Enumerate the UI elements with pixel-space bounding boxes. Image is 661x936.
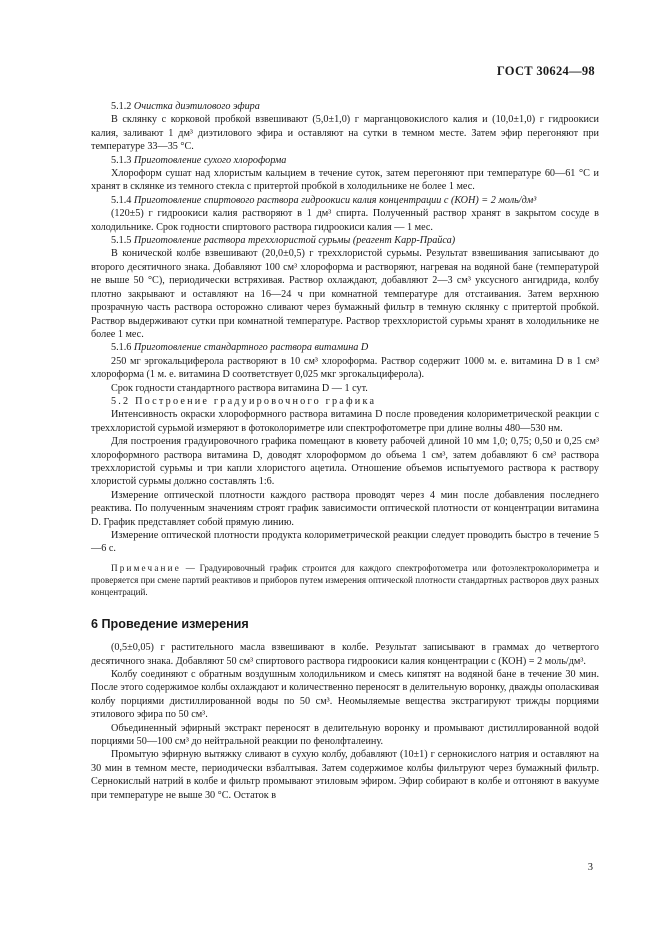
paragraph: 250 мг эргокальциферола растворяют в 10 см³ хлороформа. Раствор содержит 1000 м. е. витамина D в 1 см³ хлороформа (1 м. е. витамина D соответствует 0,025 мкг эргокальциферола). [91, 355, 599, 381]
subsection-title: Приготовление сухого хлороформа [133, 154, 287, 166]
subsection-number: 5.1.2 [111, 101, 132, 112]
subsection-number: 5.1.4 [111, 194, 132, 206]
subsection-heading [91, 154, 599, 167]
paragraph: В склянку с корковой пробкой взвешивают (5,0±1,0) г марганцовокислого калия и (10,0±1,0) г гидроокиси калия, заливают 1 дм³ диэтилового эфира и оставляют на сутки в темном месте. Затем эфир перегоняют при температуре 33—35 °С. [91, 114, 599, 153]
document-header: ГОСТ 30624—98 [496, 64, 595, 78]
paragraph: (120±5) г гидроокиси калия растворяют в 1 дм³ спирта. Полученный раствор хранят в закрытом сосуде в холодильнике. Срок годности спиртового раствора гидроокиси калия — 1 мес. [91, 208, 599, 233]
paragraph: Срок годности стандартного раствора витамина D — 1 сут. [111, 382, 368, 394]
subsection-heading: 5.2 Построение градуировочного графика [111, 395, 377, 407]
document-body [91, 100, 599, 802]
subsection-title: Приготовление спиртового раствора гидроокиси калия концентрации с (КОН) = 2 моль/дм³ [133, 194, 537, 206]
note-label: Примечание [111, 562, 181, 573]
paragraph: В конической колбе взвешивают (20,0±0,5) г треххлористой сурьмы. Результат взвешивания записывают до второго десятичного знака. Добавляют 100 см³ хлороформа и растворяют, нагревая на водяной бане (температурой не выше 50 °С), периодически встряхивая. Раствор охлаждают, добавляют 2—3 см³ уксусного ангидрида, колбу плотно закрывают и оставляют на 16—24 ч при комнатной температуре для отстаивания. Затем верхнюю прозрачную часть раствора осторожно сливают через бумажный фильтр в темную склянку с притертой пробкой. Раствор выдерживают сутки при комнатной температуре. Раствор треххлористой сурьмы хранят в холодильнике не более 1 мес. [91, 248, 599, 340]
note [91, 562, 599, 598]
subsection-number: 5.1.6 [111, 342, 132, 354]
paragraph: Хлороформ сушат над хлористым кальцием в течение суток, затем перегоняют при температуре 60—61 °С и хранят в склянке из темного стекла с притертой пробкой в холодильнике не более 1 мес. [91, 168, 599, 193]
subsection-heading [91, 341, 599, 354]
paragraph: Измерение оптической плотности продукта колориметрической реакции следует проводить быстро в течение 5—6 с. [91, 530, 599, 555]
page-number: 3 [587, 862, 593, 873]
paragraph: Измерение оптической плотности каждого раствора проводят через 4 мин после добавления последнего реактива. По полученным значениям строят график зависимости оптической плотности от концентрации витамина D. График представляет собой прямую линию. [91, 489, 599, 528]
paragraph: Объединенный эфирный экстракт переносят в делительную воронку и промывают дистиллированной водой порциями 50—100 см³ до нейтральной реакции по фенолфталеину. [91, 722, 599, 748]
section-title: 6 Проведение измерения [91, 616, 249, 631]
subsection-heading [91, 194, 599, 207]
paragraph: Промытую эфирную вытяжку сливают в сухую колбу, добавляют (10±1) г сернокислого натрия и оставляют на 30 мин в темном месте, периодически взбалтывая. Затем содержимое колбы фильтруют через бумажный фильтр. Сернокислый натрий в колбе и фильтр промывают этиловым эфиром. Эфир собирают в колбе и отгоняют в вакууме при температуре не выше 30 °С. Остаток в [91, 749, 599, 801]
note-text: — Градуировочный график строится для каждого спектрофотометра или фотоэлектроколориметра и проверяется при смене партий реактивов и приборов путем измерения оптической плотности стандартных растворов двух разных концентраций. [91, 562, 600, 597]
subsection-number: 5.1.3 [111, 154, 132, 166]
subsection-title: Очистка диэтилового эфира [133, 101, 260, 112]
paragraph: Интенсивность окраски хлороформного раствора витамина D после проведения колориметрической реакции с треххлористой сурьмой измеряют в фотоколориметре или спектрофотометре при длине волны 480—530 нм. [91, 409, 599, 434]
subsection-title: Приготовление раствора треххлористой сурьмы (реагент Карр-Прайса) [133, 235, 456, 247]
paragraph: Для построения градуировочного графика помещают в кювету рабочей длиной 10 мм 1,0; 0,75; 0,50 и 0,25 см³ хлороформного раствора витамина D, доводят хлороформом до объема 1 см³, затем добавляют 6 см³ раствора треххлористой сурьмы и три капли хлористого ацетила. Отношение объемов испытуемого раствора к раствору хлористой сурьмы должно составлять 1:6. [91, 436, 599, 488]
paragraph: Колбу соединяют с обратным воздушным холодильником и смесь кипятят на водяной бане в течение 30 мин. После этого содержимое колбы охлаждают и количественно переносят в делительную воронку, дважды ополаскивая колбу порциями дистиллированной воды по 50 см³. Неомыляемые вещества экстрагируют трижды порциями этилового эфира по 50 см³. [91, 669, 599, 721]
subsection-title: Приготовление стандартного раствора витамина D [133, 342, 369, 354]
subsection-heading [91, 100, 599, 113]
subsection-number: 5.1.5 [111, 235, 132, 247]
subsection-heading [91, 234, 599, 247]
paragraph: (0,5±0,05) г растительного масла взвешивают в колбе. Результат записывают в граммах до четвертого десятичного знака. Добавляют 50 см³ спиртового раствора гидроокиси калия концентрации с (КОН) = 2 моль/дм³. [91, 642, 599, 667]
